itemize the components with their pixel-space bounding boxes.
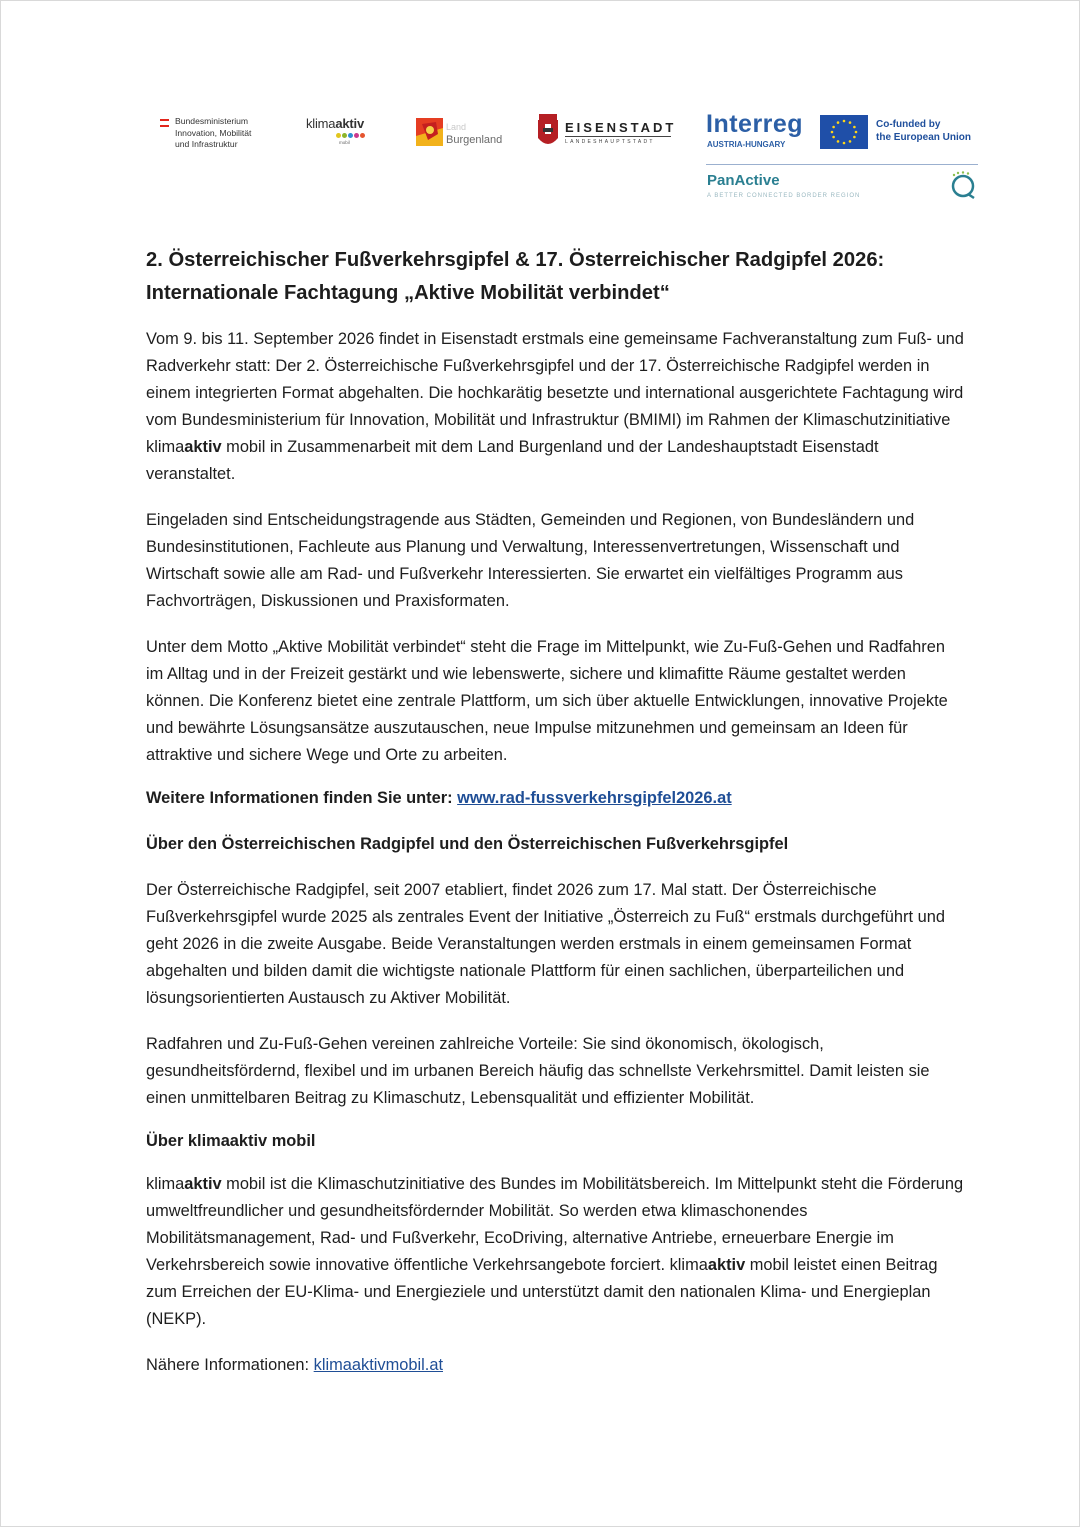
austria-flag-icon xyxy=(160,119,169,128)
klimaaktiv-logo xyxy=(306,116,386,145)
klimaaktiv-inline-light-2: klima xyxy=(669,1256,708,1274)
more-info-line xyxy=(146,785,966,812)
panactive-ring-icon xyxy=(948,170,978,200)
klimaaktiv-word-bold: aktiv xyxy=(335,116,364,131)
title-line-2: Internationale Fachtagung „Aktive Mobilität verbindet“ xyxy=(146,282,670,304)
eisenstadt-shield-icon xyxy=(537,114,559,150)
eisenstadt-rule xyxy=(565,136,671,137)
panactive-tagline: A BETTER CONNECTED BORDER REGION xyxy=(707,193,861,199)
klimaaktiv-inline-bold: aktiv xyxy=(184,1175,222,1193)
klimaaktiv-inline-bold-2: aktiv xyxy=(707,1256,746,1274)
intro-text-b: mobil in Zusammenarbeit mit dem Land Burgenland und der Landeshauptstadt Eisenstadt veranstaltet. xyxy=(146,438,879,483)
eu-cofunded-line-2: the European Union xyxy=(876,132,971,143)
klimaaktiv-more-line xyxy=(146,1352,966,1379)
about-klimaaktiv-paragraph xyxy=(146,1171,966,1333)
about-summits-heading: Über den Österreichischen Radgipfel und den Österreichischen Fußverkehrsgipfel xyxy=(146,835,789,853)
about-summits-paragraph-2: Radfahren und Zu-Fuß-Gehen vereinen zahlreiche Vorteile: Sie sind ökonomisch, ökologisch, gesundheitsfördernd, flexibel und im urbanen Bereich häufig das schnellste Verkehrsmittel. Damit leisten sie einen unmittelbaren Beitrag zu Klimaschutz, Lebensqualität und effizienter Mobilität. xyxy=(146,1035,930,1107)
title-line-1: 2. Österreichischer Fußverkehrsgipfel & 17. Österreichischer Radgipfel 2026: xyxy=(146,249,885,271)
eisenstadt-sub: LANDESHAUPTSTADT xyxy=(565,139,655,145)
about-klimaaktiv-text-b: mobil leistet einen Beitrag zum Erreichen der EU-Klima- und Energieziele und unterstützt damit den nationalen Klima- und Energieplan (NEKP). xyxy=(146,1256,938,1328)
eu-cofunded-line-1: Co-funded by xyxy=(876,119,941,130)
eu-flag-icon xyxy=(820,115,868,149)
bmimi-logo xyxy=(160,116,290,151)
interreg-divider xyxy=(706,164,978,165)
klimaaktiv-more-label: Nähere Informationen: xyxy=(146,1356,314,1374)
about-summits-paragraph-1: Der Österreichische Radgipfel, seit 2007 etabliert, findet 2026 zum 17. Mal statt. Der Österreichische Fußverkehrsgipfel wurde 2025 als zentrales Event der Initiative „Österreich zu Fuß“ erstmals durchgeführt und geht 2026 in die zweite Ausgabe. Beide Veranstaltungen werden erstmals in einem gemeinsamen Format abgehalten und bilden damit die wichtigste nationale Plattform für einen sachlichen, überparteilichen und lösungsorientierten Austausch zu Aktiver Mobilität. xyxy=(146,881,945,1007)
about-klimaaktiv-text-a: mobil ist die Klimaschutzinitiative des Bundes im Mobilitätsbereich. Im Mittelpunkt steht die Förderung umweltfreundlicher und gesundheitsfördernder Mobilität. So werden etwa klimaschonendes Mobilitätsmanagement, Rad- und Fußverkehr, EcoDriving, alternative Antriebe, erneuerbare Energie im Verkehrsbereich sowie innovative öffentliche Verkehrsangebote forciert. xyxy=(146,1175,964,1274)
bmimi-line-3: und Infrastruktur xyxy=(175,139,238,149)
press-release-content xyxy=(146,244,966,1379)
more-info-label: Weitere Informationen finden Sie unter: xyxy=(146,789,458,807)
motto-paragraph: Unter dem Motto „Aktive Mobilität verbindet“ steht die Frage im Mittelpunkt, wie Zu-Fuß-Gehen und Radfahren im Alltag und in der Freizeit gestärkt und wie lebenswerte, sichere und klimafitte Räume gestaltet werden können. Die Konferenz bietet eine zentrale Plattform, um sich über aktuelle Entwicklungen, innovative Projekte und bewährte Lösungsansätze auszutauschen, neue Impulse mitzunehmen und gemeinsam an Ideen für attraktive und sichere Wege und Orte zu arbeiten. xyxy=(146,638,948,764)
klimaaktiv-dots-icon xyxy=(336,133,386,138)
intro-text-bold: aktiv xyxy=(184,438,222,456)
klimaaktiv-website-link[interactable]: klimaaktivmobil.at xyxy=(313,1356,443,1374)
bmimi-line-2: Innovation, Mobilität xyxy=(175,127,252,138)
eisenstadt-name: EISENSTADT xyxy=(565,120,677,135)
event-website-link[interactable]: www.rad-fussverkehrsgipfel2026.at xyxy=(457,789,732,807)
invited-paragraph: Eingeladen sind Entscheidungstragende aus Städten, Gemeinden und Regionen, von Bundesländern und Bundesinstitutionen, Fachleute aus Planung und Verwaltung, Interessenvertretungen, Wissenschaft und Wirtschaft sowie alle am Rad- und Fußverkehr Interessierten. Sie erwartet ein vielfältiges Programm aus Fachvorträgen, Diskussionen und Praxisformaten. xyxy=(146,511,915,610)
intro-paragraph xyxy=(146,326,966,488)
intro-text-a: Vom 9. bis 11. September 2026 findet in Eisenstadt erstmals eine gemeinsame Fachveranstaltung zum Fuß- und Radverkehr statt: Der 2. Österreichische Fußverkehrsgipfel und der 17. Österreichische Radgipfel werden in einem integrierten Format abgehalten. Die hochkarätig besetzte und international ausgerichtete Fachtagung wird vom Bundesministerium für Innovation, Mobilität und Infrastruktur (BMIMI) im Rahmen der Klimaschutzinitiative klima xyxy=(146,330,964,456)
interreg-sub: AUSTRIA-HUNGARY xyxy=(707,140,786,149)
klimaaktiv-sub: mobil xyxy=(339,140,350,145)
about-klimaaktiv-heading: Über klimaaktiv mobil xyxy=(146,1132,316,1150)
page-title xyxy=(146,244,966,310)
bmimi-line-1: Bundesministerium xyxy=(175,116,249,126)
burgenland-coat-of-arms-icon xyxy=(416,114,444,148)
klimaaktiv-inline-light: klima xyxy=(146,1175,185,1193)
panactive-name: PanActive xyxy=(707,172,780,189)
burgenland-line-1: Land xyxy=(446,122,467,132)
burgenland-line-2: Burgenland xyxy=(446,134,503,146)
interreg-word: Interreg xyxy=(706,110,804,138)
klimaaktiv-word-light: klima xyxy=(306,116,336,131)
